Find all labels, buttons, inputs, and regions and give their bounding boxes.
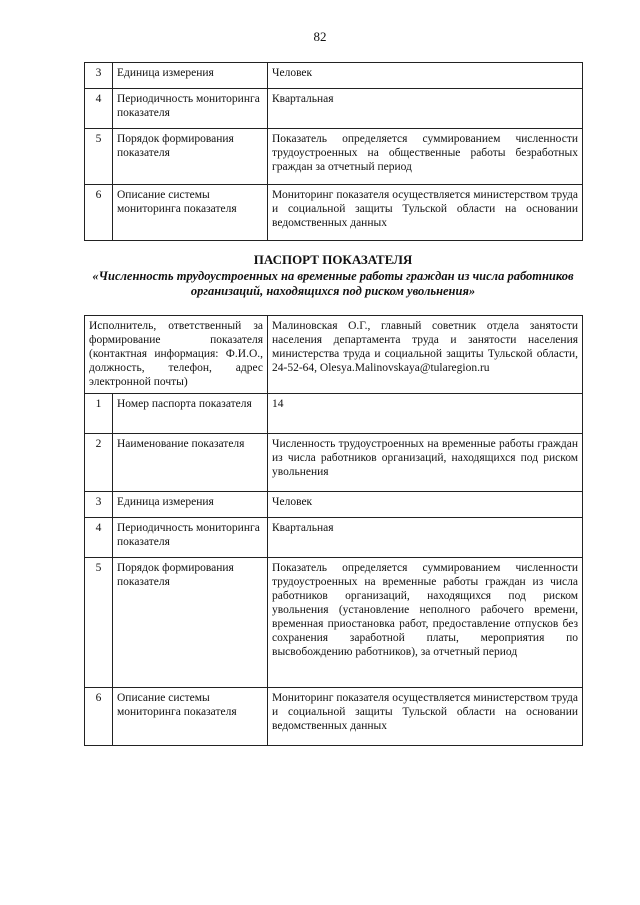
row-number: 2 <box>85 434 113 492</box>
row-number: 4 <box>85 89 113 129</box>
row-number: 4 <box>85 518 113 558</box>
row-value: Показатель определяется суммированием численности трудоустроенных на временные работы граждан из числа работников организаций, находящихся под риском увольнения (установление неполного рабочего времени, временная приостановка работ, предоставление отпусков без сохранения заработной платы, мероприятия по высвобождению работников), за отчетный период <box>268 558 583 688</box>
row-number: 6 <box>85 185 113 241</box>
table-row <box>85 558 583 688</box>
row-name: Описание системы мониторинга показателя <box>113 185 268 241</box>
table-row <box>85 129 583 185</box>
row-number: 3 <box>85 63 113 89</box>
row-value: Мониторинг показателя осуществляется министерством труда и социальной защиты Тульской области на основании ведомственных данных <box>268 185 583 241</box>
table-row <box>85 89 583 129</box>
executor-row <box>85 316 583 394</box>
row-name: Периодичность мониторинга показателя <box>113 518 268 558</box>
row-name: Порядок формирования показателя <box>113 558 268 688</box>
row-name: Наименование показателя <box>113 434 268 492</box>
row-value: Показатель определяется суммированием численности трудоустроенных на общественные работы безработных граждан за отчетный период <box>268 129 583 185</box>
row-number: 3 <box>85 492 113 518</box>
row-value: Человек <box>268 492 583 518</box>
table-row <box>85 63 583 89</box>
row-number: 5 <box>85 558 113 688</box>
row-name: Периодичность мониторинга показателя <box>113 89 268 129</box>
page-number: 82 <box>313 29 327 44</box>
row-value: 14 <box>268 394 583 434</box>
top-table <box>84 62 583 241</box>
row-name: Порядок формирования показателя <box>113 129 268 185</box>
table-row <box>85 492 583 518</box>
row-value: Численность трудоустроенных на временные работы граждан из числа работников организаций, находящихся под риском увольнения <box>268 434 583 492</box>
table-row <box>85 688 583 746</box>
row-number: 1 <box>85 394 113 434</box>
passport-table <box>84 315 583 746</box>
row-name: Единица измерения <box>113 492 268 518</box>
row-value: Мониторинг показателя осуществляется министерством труда и социальной защиты Тульской области на основании ведомственных данных <box>268 688 583 746</box>
row-number: 5 <box>85 129 113 185</box>
row-value: Квартальная <box>268 89 583 129</box>
table-row <box>85 434 583 492</box>
row-name: Описание системы мониторинга показателя <box>113 688 268 746</box>
row-name: Номер паспорта показателя <box>113 394 268 434</box>
passport-subtitle: «Численность трудоустроенных на временные работы граждан из числа работников организаций, находящихся под риском увольнения» <box>92 269 574 298</box>
passport-title: ПАСПОРТ ПОКАЗАТЕЛЯ <box>253 252 413 267</box>
table-row <box>85 185 583 241</box>
row-number: 6 <box>85 688 113 746</box>
executor-label: Исполнитель, ответственный за формирование показателя (контактная информация: Ф.И.О., должность, телефон, адрес электронной почты) <box>85 316 268 394</box>
table-row <box>85 394 583 434</box>
table-row <box>85 518 583 558</box>
row-name: Единица измерения <box>113 63 268 89</box>
row-value: Квартальная <box>268 518 583 558</box>
executor-value: Малиновская О.Г., главный советник отдела занятости населения департамента труда и занятости населения министерства труда и социальной защиты Тульской области, 24-52-64, Olesya.Malinovskaya@tularegion.ru <box>268 316 583 394</box>
row-value: Человек <box>268 63 583 89</box>
